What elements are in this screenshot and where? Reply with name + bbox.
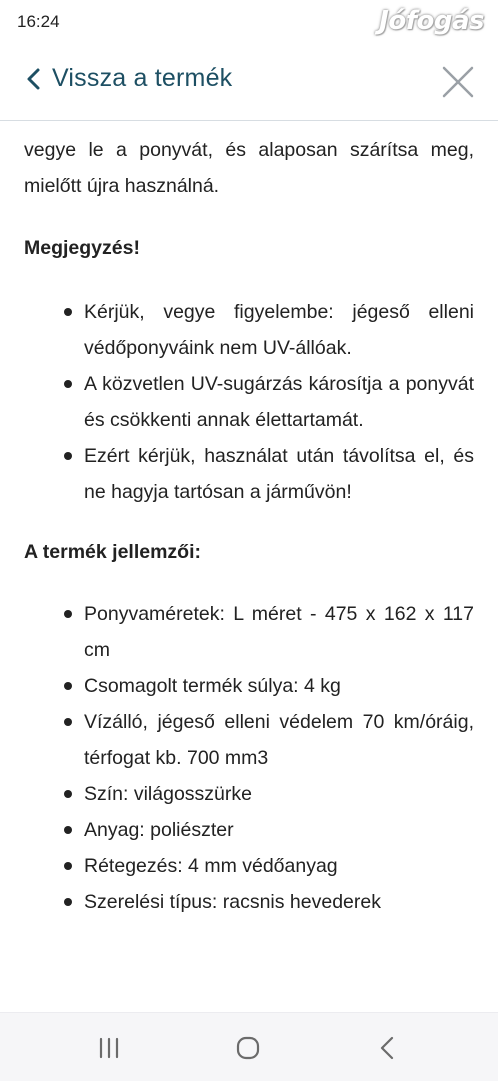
bullet-dot: [64, 452, 72, 460]
bullet-dot: [64, 898, 72, 906]
bullet-dot: [64, 718, 72, 726]
system-navigation-bar: [0, 1012, 498, 1081]
list-item-text: Vízálló, jégeső elleni védelem 70 km/óráig, térfogat kb. 700 mm3: [84, 711, 474, 769]
list-item: [24, 366, 474, 438]
recent-apps-icon[interactable]: [94, 1035, 124, 1061]
note-heading: Megjegyzés!: [24, 237, 140, 259]
bullet-dot: [64, 826, 72, 834]
bullet-dot: [64, 790, 72, 798]
list-item: [24, 704, 474, 776]
status-time: 16:24: [17, 12, 60, 31]
note-list: [24, 294, 474, 510]
bullet-dot: [64, 610, 72, 618]
bullet-dot: [64, 308, 72, 316]
list-item-text: Ezért kérjük, használat után távolítsa el, és ne hagyja tartósan a járművön!: [84, 445, 474, 503]
list-item: [24, 668, 474, 704]
watermark-logo: Jófogás: [379, 6, 484, 36]
back-label: Vissza a termék: [52, 64, 233, 92]
header: [0, 44, 498, 121]
features-list: [24, 596, 474, 920]
list-item-text: A közvetlen UV-sugárzás károsítja a ponyvát és csökkenti annak élettartamát.: [84, 373, 474, 431]
list-item: [24, 812, 474, 848]
intro-paragraph: vegye le a ponyvát, és alaposan szárítsa meg, mielőtt újra használná.: [24, 139, 474, 197]
list-item-text: Ponyvaméretek: L méret - 475 x 162 x 117 cm: [84, 603, 474, 661]
list-item: [24, 848, 474, 884]
list-item-text: Kérjük, vegye figyelembe: jégeső elleni védőponyváink nem UV-állóak.: [84, 301, 474, 359]
features-heading: A termék jellemzői:: [24, 541, 202, 563]
list-item: [24, 438, 474, 510]
list-item-text: Szín: világosszürke: [84, 783, 252, 805]
list-item: [24, 596, 474, 668]
list-item-text: Szerelési típus: racsnis hevederek: [84, 891, 381, 913]
bullet-dot: [64, 682, 72, 690]
back-icon[interactable]: [373, 1035, 403, 1061]
list-item-text: Csomagolt termék súlya: 4 kg: [84, 675, 341, 697]
chevron-left-icon: [24, 66, 44, 92]
list-item: [24, 776, 474, 812]
home-icon[interactable]: [233, 1035, 263, 1061]
status-bar: [0, 0, 498, 44]
list-item: [24, 294, 474, 366]
list-item-text: Rétegezés: 4 mm védőanyag: [84, 855, 338, 877]
bullet-dot: [64, 380, 72, 388]
bullet-dot: [64, 862, 72, 870]
list-item: [24, 884, 474, 920]
close-icon[interactable]: [440, 64, 476, 100]
back-to-product-link[interactable]: [24, 64, 232, 93]
product-description: [24, 120, 474, 920]
list-item-text: Anyag: poliészter: [84, 819, 234, 841]
